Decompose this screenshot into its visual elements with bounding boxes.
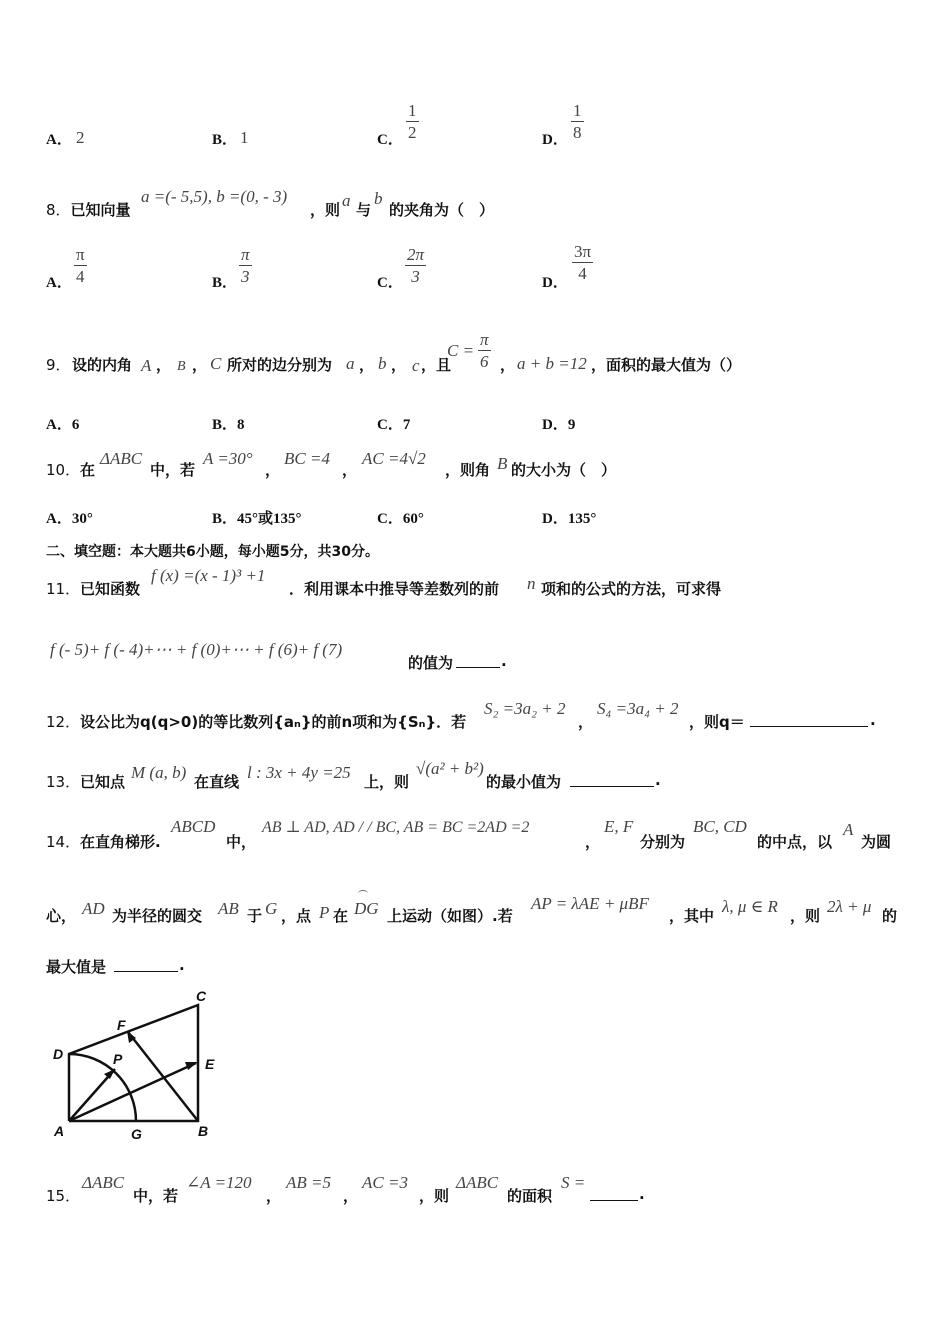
q14-text: 在直角梯形. [80,833,161,851]
q14-text: 为圆 [861,833,892,851]
q7-option-c-fraction: $\frac{1}{2}$ [408,101,417,142]
arc-mark-icon [358,890,368,897]
q7-option-d-label: D． [542,132,568,148]
q14-text: 中， [226,833,257,851]
label-p: P [113,1051,123,1067]
q14-math: BC, CD [693,817,747,836]
q8-option-b-label: B． [212,275,238,291]
q9-text: 所对的边分别为 [227,356,333,374]
q9-math: c [412,356,420,375]
q9-option-a: A．6 [46,417,80,433]
vector-bf [128,1032,198,1121]
q8-option-b-fraction: $\frac{\pi}{3}$ [241,245,250,286]
q15-math: ∠A =120 [186,1173,252,1192]
q8-vector-a: a [342,191,351,210]
q15-answer-blank [590,1200,638,1201]
q11-text: 的值为 [408,654,454,672]
label-d: D [53,1046,64,1062]
q14-answer-blank [114,971,178,972]
q13-math: M (a, b) [131,763,187,782]
q8-option-d-fraction: $\frac{3\pi}{4}$ [574,242,592,283]
q11-text: 项和的公式的方法，可求得 [541,580,722,598]
q15-text: ，则 [419,1187,450,1205]
q9-text: ， [500,356,516,374]
q9-option-d: D．9 [542,417,576,433]
q8-option-a-fraction: $\frac{\pi}{4}$ [76,245,85,286]
q8-stem [46,199,131,220]
q8-text: 已知向量 [70,201,131,219]
q10-math: A =30° [203,449,253,468]
q9-math: a [346,354,355,373]
trapezoid-figure [44,985,234,1145]
q9-math: A [141,356,152,375]
q15-math: AC =3 [362,1173,408,1192]
q14-text: 最大值是 [46,958,107,976]
q15-text: . [639,1185,645,1203]
q8-option-c-fraction: $\frac{2\pi}{3}$ [407,245,425,286]
arrowhead-icon [185,1062,198,1070]
q8-number: 8． [46,201,71,219]
q14-text: 在 [333,907,349,925]
q12-text: 设公比为q(q>0)的等比数列{aₙ}的前n项和为{Sₙ}．若 [80,713,467,731]
section-heading-fill-in: 二、填空题：本大题共6小题，每小题5分，共30分。 [46,544,379,560]
q8-text: 的夹角为（ ） [389,201,495,219]
q9-text: ，且 [421,356,452,374]
q12-math: S₄ =3a₄ + 2 [597,699,679,718]
q14-text: ， [585,833,601,851]
q15-text: 中，若 [133,1187,179,1205]
q14-math: 2λ + μ [827,897,872,916]
q15-text: 的面积 [507,1187,553,1205]
q10-text: 在 [80,461,96,479]
q14-math: E, F [604,817,634,836]
q15-text: ， [343,1187,359,1205]
q14-text: 的 [882,907,898,925]
q10-text: 中，若 [150,461,196,479]
q14-conditions: AB ⊥ AD, AD / / BC, AB = BC =2AD =2 [262,819,530,836]
q14-text: 于 [247,907,263,925]
q7-option-c-label: C． [377,132,403,148]
q12-answer-blank [750,726,868,727]
q12-math: S₂ =3a₂ + 2 [484,699,566,718]
q12-number: 12． [46,713,81,731]
q13-answer-blank [570,786,654,787]
q9-math: b [378,354,387,373]
q13-number: 13． [46,773,81,791]
q11-sum-expression: f (- 5)+ f (- 4)+⋯ + f (0)+⋯ + f (6)+ f (7) [50,640,343,659]
q14-math: ABCD [171,817,216,836]
q9-fraction: $\frac{\pi}{6}$ [480,330,489,371]
q11-answer-blank [456,667,500,668]
q14-text: 上运动（如图）.若 [387,907,513,925]
q14-number: 14． [46,833,81,851]
q10-option-b: B．45°或135° [212,511,302,527]
q14-text: ，点 [281,907,312,925]
q10-math: AC =4√2 [362,449,426,468]
label-b: B [198,1123,209,1139]
q11-math: n [527,574,536,593]
q13-text: . [655,771,661,789]
q11-number: 11． [46,580,81,598]
q13-text: 在直线 [194,773,240,791]
vector-ae [69,1063,196,1121]
q12-text: ，则q＝ [689,713,745,731]
q10-math: B [497,454,508,473]
q15-text: ， [266,1187,282,1205]
label-c: C [196,988,207,1004]
q10-number: 10． [46,461,81,479]
q14-text: ，其中 [669,907,715,925]
q14-math: A [843,820,854,839]
q13-sqrt: √(a² + b²) [416,759,484,778]
q12-text: . [870,711,876,729]
q13-text: 上，则 [364,773,410,791]
q10-text: ， [265,461,281,479]
q10-option-c: C．60° [377,511,424,527]
q9-math: B [177,359,186,374]
q14-text: 的中点，以 [757,833,833,851]
q14-vector-equation: AP = λAE + μBF [531,894,649,913]
q15-math: S = [561,1173,586,1192]
q8-vectors: a =(- 5,5), b =(0, - 3) [141,187,288,206]
q7-option-a-value: 2 [76,128,85,147]
q8-option-a-label: A． [46,275,72,291]
q14-arc-dg: DG [354,899,379,918]
q10-math: ΔABC [100,449,143,468]
q9-text: 设的内角 [72,356,133,374]
q14-text: 心， [46,907,77,925]
q11-text: . [501,652,507,670]
q10-text: ， [342,461,358,479]
q13-text: 的最小值为 [486,773,562,791]
q7-option-d-fraction: $\frac{1}{8}$ [573,101,582,142]
q15-math: ΔABC [456,1173,499,1192]
q14-math: AD [82,899,105,918]
q8-option-c-label: C． [377,275,403,291]
q9-math: C [210,354,222,373]
q15-math: AB =5 [286,1173,331,1192]
q9-text: ， [359,356,375,374]
q9-text: ， [391,356,407,374]
q10-option-a: A．30° [46,511,93,527]
q8-text: 与 [356,201,372,219]
q14-math: P [319,903,330,922]
q14-text: 分别为 [640,833,686,851]
q14-text: . [179,956,185,974]
q9-math: a + b =12 [517,354,587,373]
q15-number: 15． [46,1187,81,1205]
q9-text: ，面积的最大值为（） [591,356,742,374]
q12-text: ， [578,713,594,731]
q9-option-c: C．7 [377,417,411,433]
q13-line-equation: l : 3x + 4y =25 [247,763,351,782]
label-e: E [205,1056,215,1072]
q11-text: 已知函数 [80,580,141,598]
q13-text: 已知点 [80,773,126,791]
arrowhead-icon [104,1069,115,1079]
q9-option-b: B．8 [212,417,245,433]
q14-text: 为半径的圆交 [112,907,203,925]
q14-text: ，则 [790,907,821,925]
q10-text: ，则角 [445,461,491,479]
q14-math: G [265,899,278,918]
q14-math: AB [218,899,239,918]
q15-math: ΔABC [82,1173,125,1192]
q8-text: ，则 [310,201,341,219]
label-a: A [54,1123,65,1139]
q9-text: ， [192,356,208,374]
q11-function: f (x) =(x - 1)³ +1 [151,566,266,585]
q10-math: BC =4 [284,449,330,468]
q9-math: C = [447,341,475,360]
q9-text: ， [156,356,172,374]
q7-option-b-label: B． [212,132,238,148]
q9-number: 9． [46,356,71,374]
q8-vector-b: b [374,189,383,208]
q11-text: ．利用课本中推导等差数列的前 [289,580,500,598]
q10-option-d: D．135° [542,511,597,527]
label-g: G [131,1126,142,1142]
q10-text: 的大小为（ ） [511,461,617,479]
q7-option-b-value: 1 [240,128,249,147]
q8-option-d-label: D． [542,275,568,291]
q7-option-a-label: A． [46,132,72,148]
label-f: F [117,1017,126,1033]
q14-math: λ, μ ∈ R [722,897,778,916]
